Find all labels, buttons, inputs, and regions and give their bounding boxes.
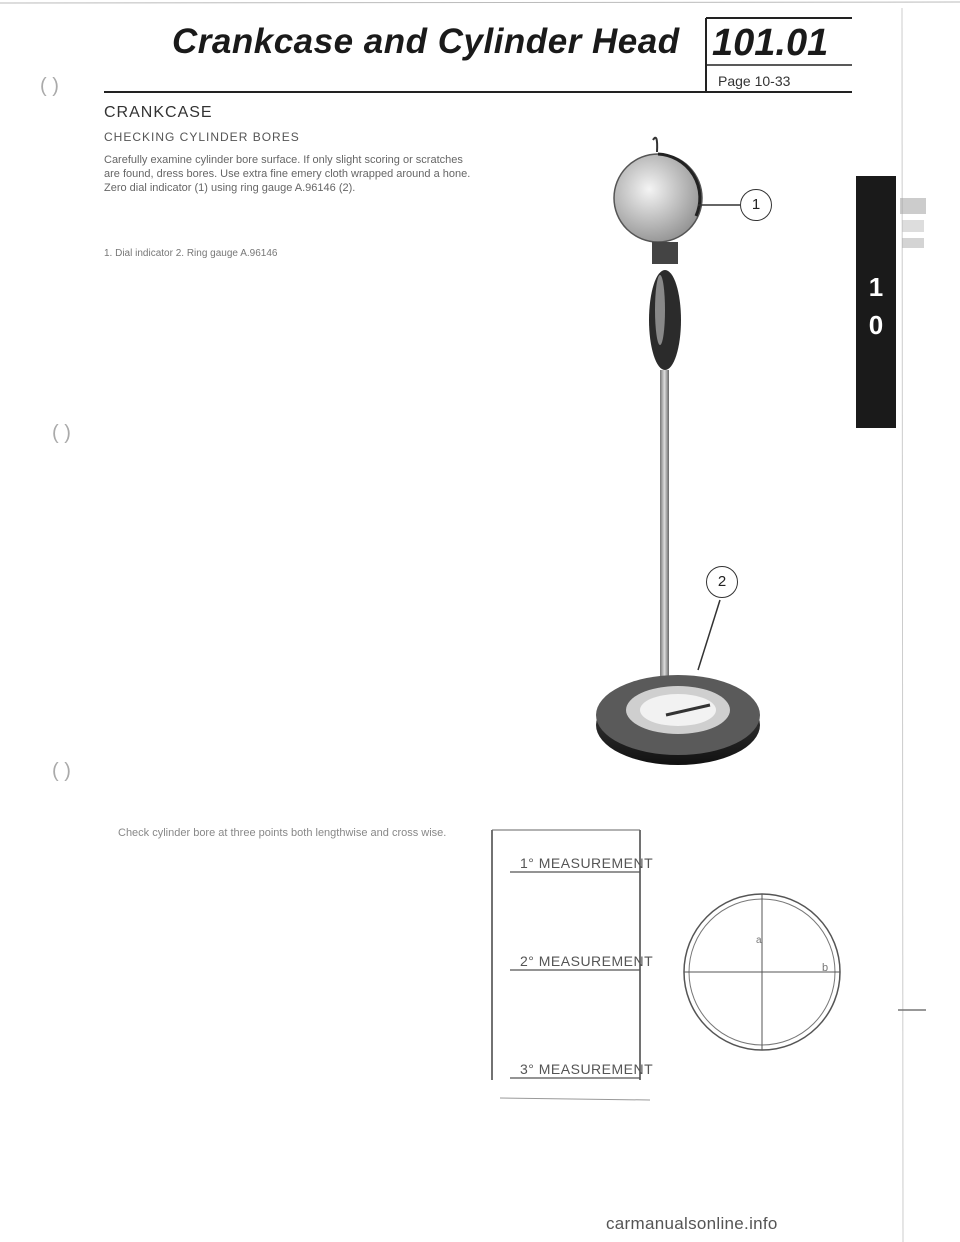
tab-digit: 0 bbox=[868, 310, 884, 340]
margin-artifacts bbox=[896, 190, 936, 1090]
measurement-paragraph: Check cylinder bore at three points both lengthwise and cross wise. bbox=[118, 827, 447, 839]
tab-digit: 1 bbox=[868, 272, 884, 302]
watermark: carmanualsonline.info bbox=[606, 1214, 778, 1233]
subsection-heading: CHECKING CYLINDER BORES bbox=[104, 130, 300, 144]
callout-2: 2 bbox=[706, 566, 738, 598]
measurement-label: 2° MEASUREMENT bbox=[520, 953, 654, 969]
measurement-label: 3° MEASUREMENT bbox=[520, 1061, 654, 1077]
margin-hole-mark: ( ) bbox=[40, 75, 59, 97]
section-number: 101.01 bbox=[712, 22, 829, 64]
margin-hole-mark: ( ) bbox=[52, 760, 71, 782]
margin-hole-mark: ( ) bbox=[52, 422, 71, 444]
chapter-tab bbox=[856, 176, 896, 428]
dial-indicator-figure bbox=[580, 130, 820, 790]
axis-label-a: a bbox=[756, 935, 762, 946]
procedure-paragraph: Carefully examine cylinder bore surface. If only slight scoring or scratches are found, dress bores. Use extra fine emery cloth wrapped around a hone. Zero dial indicator (1) using ring gauge A.96146 (2). bbox=[104, 154, 471, 194]
page-number: Page 10-33 bbox=[718, 73, 791, 89]
measurement-label: 1° MEASUREMENT bbox=[520, 855, 654, 871]
axis-label-b: b bbox=[822, 962, 829, 974]
figure-caption: 1. Dial indicator 2. Ring gauge A.96146 bbox=[104, 248, 278, 259]
page-title: Crankcase and Cylinder Head bbox=[172, 22, 680, 61]
section-heading: CRANKCASE bbox=[104, 104, 213, 121]
callout-1: 1 bbox=[740, 189, 772, 221]
